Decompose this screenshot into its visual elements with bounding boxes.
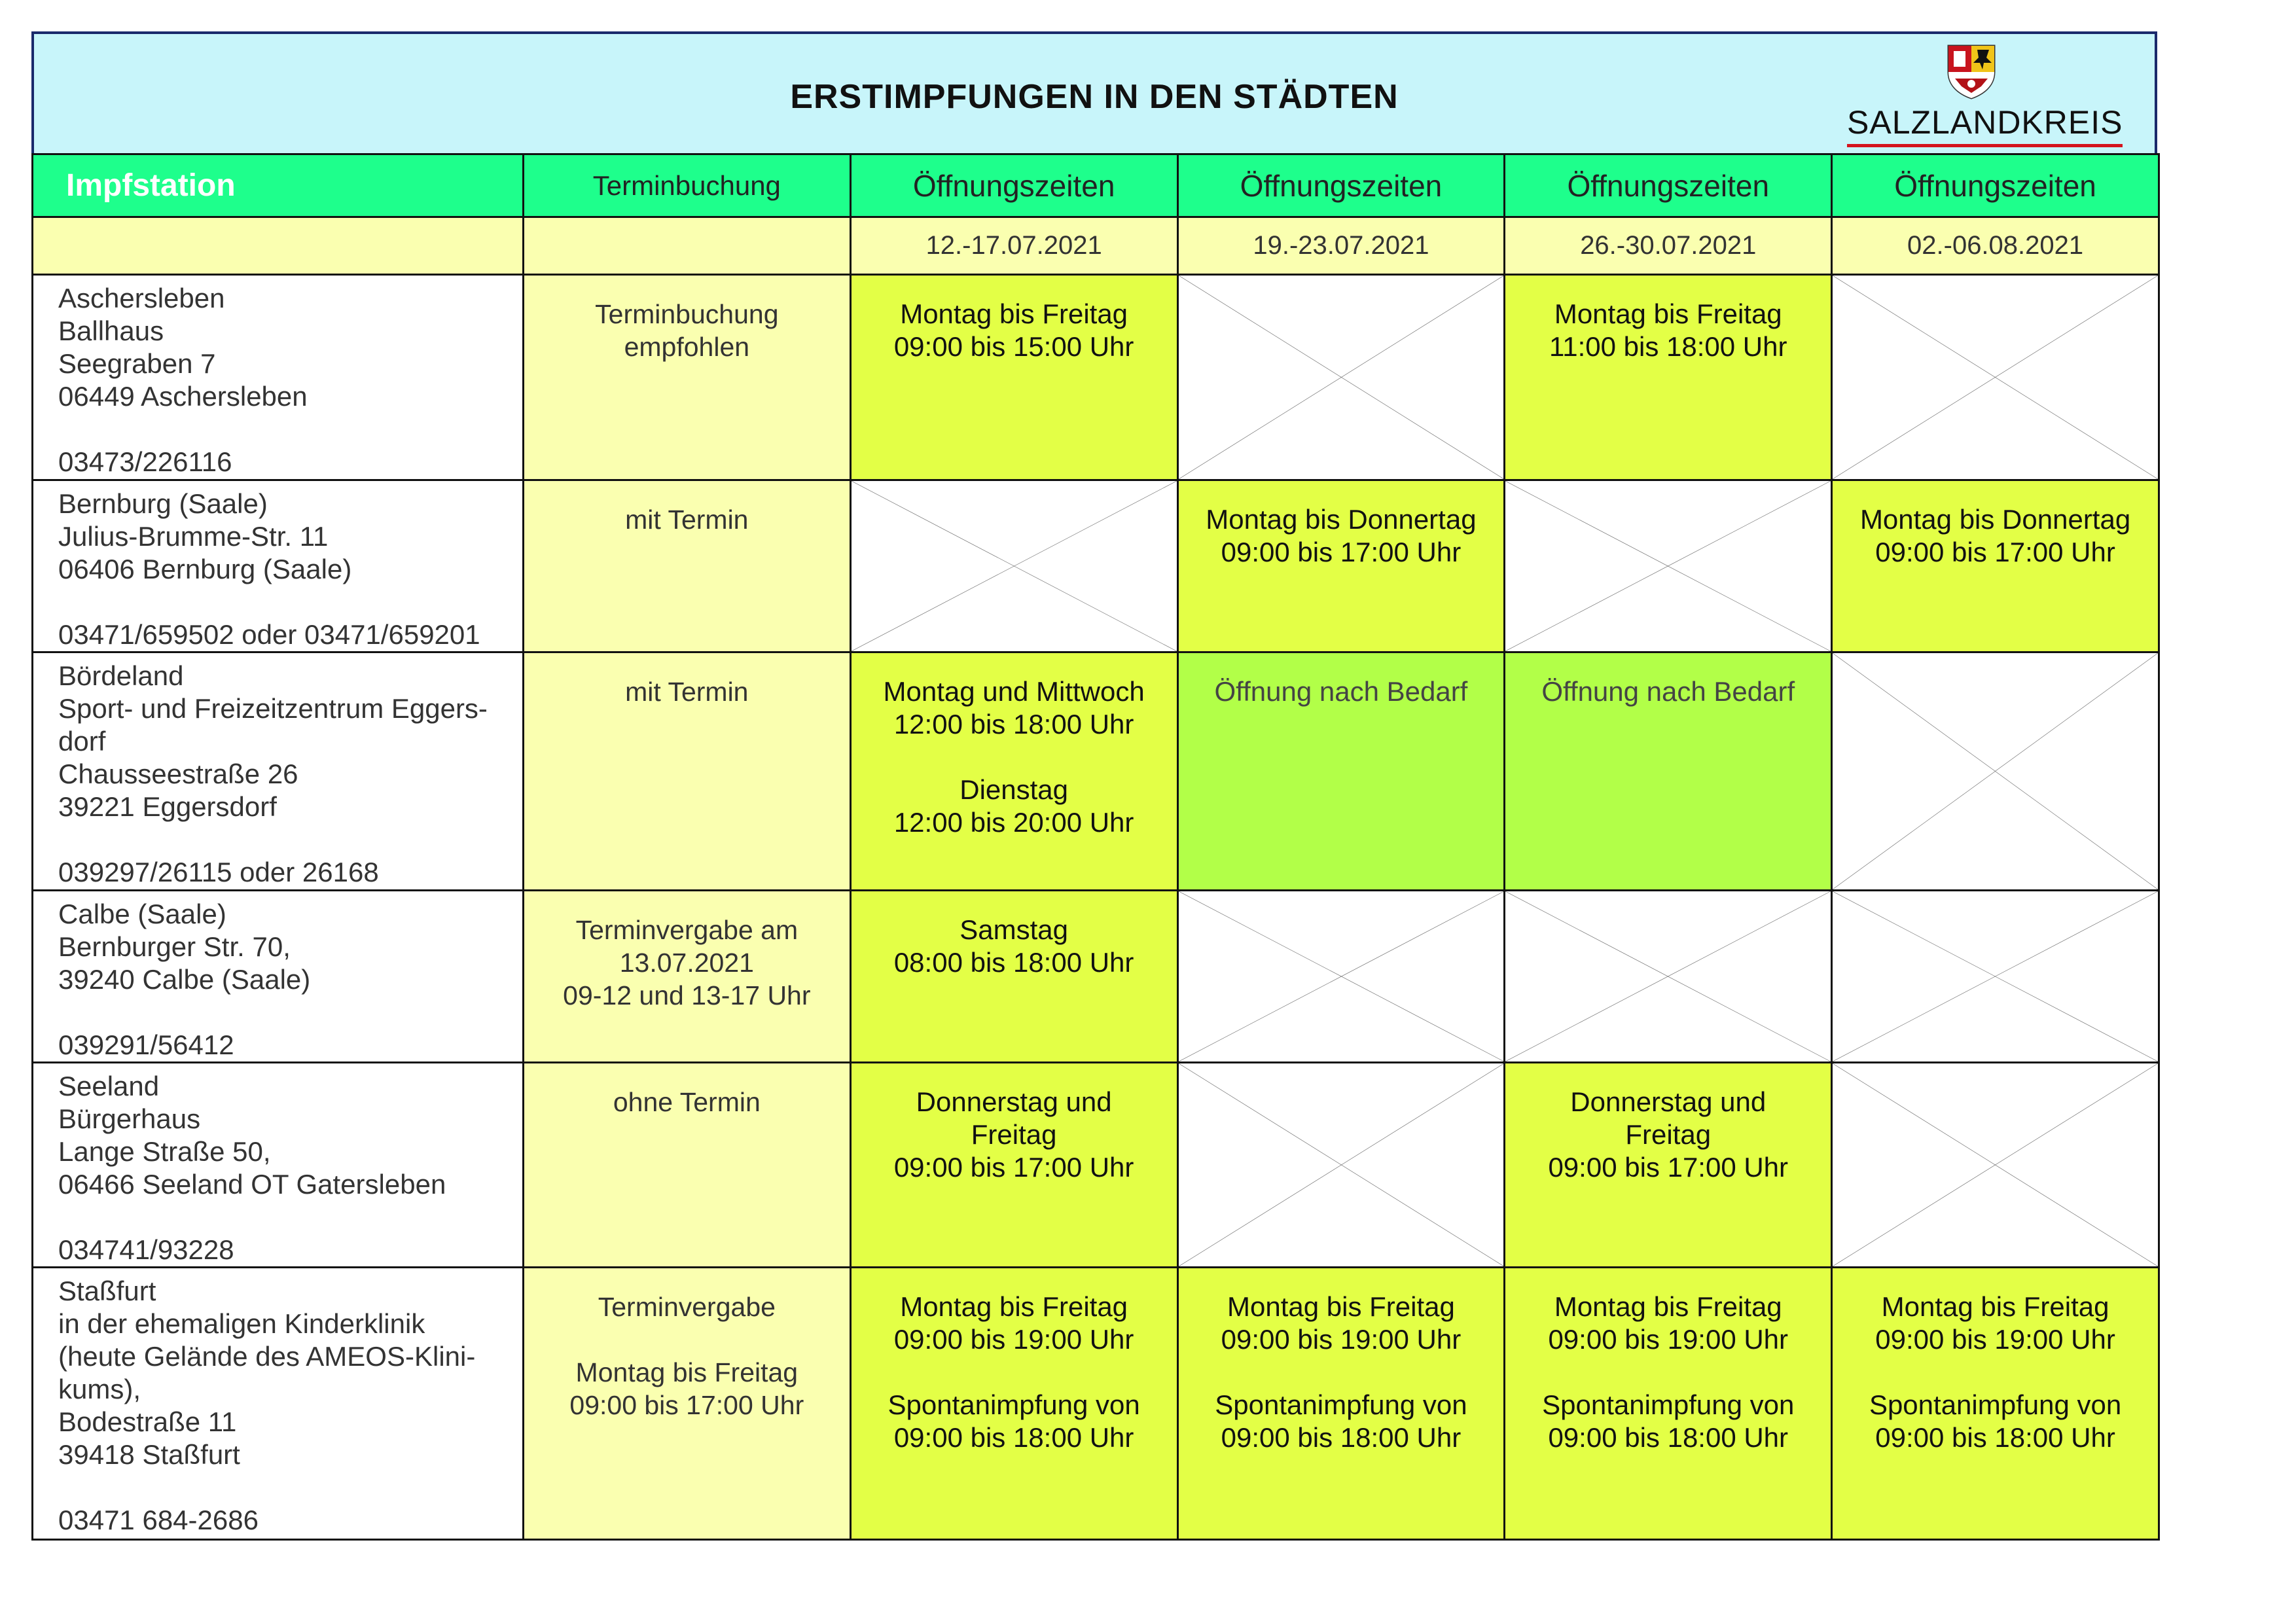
cross-out-icon	[1833, 891, 2158, 1061]
opening-hours-cell	[1505, 1268, 1832, 1540]
address-line: Chausseestraße 26	[58, 758, 298, 789]
schedule-table	[31, 153, 2160, 1541]
booking-line: 09:00 bis 17:00 Uhr	[569, 1390, 804, 1420]
cross-out-icon	[1505, 481, 1831, 651]
hours-line: Montag bis Freitag	[900, 1291, 1128, 1322]
hours-line: 08:00 bis 18:00 Uhr	[893, 947, 1134, 978]
hours-line: 11:00 bis 18:00 Uhr	[1549, 331, 1787, 362]
address-line: (heute Gelände des AMEOS-Klini-	[58, 1341, 476, 1372]
address-line: 39240 Calbe (Saale)	[58, 964, 311, 995]
closed-cell	[850, 480, 1177, 652]
opening-hours-cell	[850, 1268, 1177, 1540]
booking-line: 13.07.2021	[619, 948, 754, 978]
on-demand-cell	[1505, 652, 1832, 891]
address-line: Julius-Brumme-Str. 11	[58, 521, 329, 552]
station-phone: 039297/26115 oder 26168	[58, 857, 379, 887]
booking-info	[523, 652, 850, 891]
page-title: ERSTIMPFUNGEN IN DEN STÄDTEN	[790, 78, 1399, 116]
spacer	[852, 741, 1177, 774]
hours-line: Montag bis Freitag	[1554, 298, 1782, 329]
hours-line: Spontanimpfung von	[1542, 1389, 1795, 1420]
station-address	[33, 1268, 524, 1540]
address-line: kums),	[58, 1374, 141, 1404]
cross-out-icon	[1179, 891, 1504, 1061]
date-row	[33, 217, 2159, 275]
station-address	[33, 652, 524, 891]
hours-line: Öffnung nach Bedarf	[1541, 676, 1795, 707]
hours-line: 09:00 bis 19:00 Uhr	[1875, 1324, 2115, 1355]
closed-cell	[1832, 891, 2159, 1063]
address-line: Bernburger Str. 70,	[58, 931, 291, 962]
hours-line: 09:00 bis 18:00 Uhr	[1548, 1422, 1789, 1453]
closed-cell	[1832, 275, 2159, 480]
hours-line: Montag bis Freitag	[1227, 1291, 1455, 1322]
hours-line: 09:00 bis 18:00 Uhr	[1221, 1422, 1462, 1453]
hours-line: 09:00 bis 17:00 Uhr	[1875, 537, 2115, 567]
booking-line: mit Termin	[625, 505, 749, 535]
booking-line: Terminbuchung	[595, 299, 779, 329]
address-line: Staßfurt	[58, 1275, 156, 1306]
table-row	[33, 275, 2159, 480]
hours-line: Montag bis Donnertag	[1859, 504, 2131, 535]
hours-line: 09:00 bis 18:00 Uhr	[893, 1422, 1134, 1453]
closed-cell	[1177, 891, 1505, 1063]
hours-line: 09:00 bis 18:00 Uhr	[1875, 1422, 2115, 1453]
address-line: 06406 Bernburg (Saale)	[58, 554, 352, 584]
hours-line: Dienstag	[960, 774, 1068, 805]
table-row	[33, 1063, 2159, 1268]
vaccination-schedule-sheet	[31, 31, 2160, 1544]
hours-line: Montag bis Donnertag	[1206, 504, 1477, 535]
address-line: Calbe (Saale)	[58, 899, 226, 929]
table-row	[33, 652, 2159, 891]
salzlandkreis-logo	[1847, 43, 2123, 147]
coat-of-arms-icon	[1946, 43, 1997, 99]
hours-line: Freitag	[1625, 1119, 1712, 1150]
hours-line: Samstag	[960, 914, 1068, 945]
station-phone: 034741/93228	[58, 1234, 234, 1265]
station-phone: 03471/659502 oder 03471/659201	[58, 619, 480, 650]
hours-line: Freitag	[971, 1119, 1057, 1150]
address-line: 06466 Seeland OT Gatersleben	[58, 1169, 446, 1200]
station-address	[33, 1063, 524, 1268]
address-line: Bürgerhaus	[58, 1103, 201, 1134]
opening-hours-cell	[1177, 480, 1505, 652]
cross-out-icon	[1833, 1063, 2158, 1266]
col-header-station: Impfstation	[33, 154, 524, 217]
hours-line: Spontanimpfung von	[1869, 1389, 2122, 1420]
address-line: Bodestraße 11	[58, 1406, 237, 1437]
spacer	[524, 1323, 850, 1356]
address-line: dorf	[58, 726, 106, 757]
week-date: 19.-23.07.2021	[1177, 217, 1505, 275]
hours-line: 09:00 bis 15:00 Uhr	[893, 331, 1134, 362]
booking-info	[523, 275, 850, 480]
closed-cell	[1505, 891, 1832, 1063]
cross-out-icon	[1833, 653, 2158, 889]
hours-line: 09:00 bis 19:00 Uhr	[893, 1324, 1134, 1355]
cross-out-icon	[1833, 276, 2158, 479]
cross-out-icon	[1505, 891, 1831, 1061]
opening-hours-cell	[1832, 1268, 2159, 1540]
spacer	[1179, 1356, 1504, 1389]
date-cell-empty	[523, 217, 850, 275]
hours-line: Öffnung nach Bedarf	[1214, 676, 1468, 707]
hours-line: 09:00 bis 17:00 Uhr	[1221, 537, 1462, 567]
station-phone: 03471 684-2686	[58, 1505, 259, 1535]
closed-cell	[1832, 1063, 2159, 1268]
address-line: Bördeland	[58, 660, 184, 691]
opening-hours-cell	[850, 1063, 1177, 1268]
station-address	[33, 891, 524, 1063]
address-line: 39418 Staßfurt	[58, 1439, 240, 1470]
table-row	[33, 480, 2159, 652]
hours-line: 09:00 bis 19:00 Uhr	[1548, 1324, 1789, 1355]
hours-line: 09:00 bis 19:00 Uhr	[1221, 1324, 1462, 1355]
table-row	[33, 891, 2159, 1063]
address-line: Bernburg (Saale)	[58, 488, 268, 519]
booking-line: 09-12 und 13-17 Uhr	[563, 980, 811, 1010]
cross-out-icon	[1179, 1063, 1504, 1266]
closed-cell	[1177, 1063, 1505, 1268]
week-date: 26.-30.07.2021	[1505, 217, 1832, 275]
date-cell-empty	[33, 217, 524, 275]
hours-line: 12:00 bis 18:00 Uhr	[893, 709, 1134, 740]
station-address	[33, 480, 524, 652]
booking-line: Terminvergabe am	[575, 915, 798, 945]
col-header-hours: Öffnungszeiten	[850, 154, 1177, 217]
booking-info	[523, 1063, 850, 1268]
spacer	[852, 1356, 1177, 1389]
hours-line: Montag und Mittwoch	[883, 676, 1145, 707]
address-line: 06449 Aschersleben	[58, 381, 308, 412]
booking-info	[523, 480, 850, 652]
spacer	[1833, 1356, 2158, 1389]
opening-hours-cell	[1505, 1063, 1832, 1268]
address-line: Aschersleben	[58, 283, 225, 313]
address-line: 39221 Eggersdorf	[58, 791, 277, 822]
address-line: Seegraben 7	[58, 348, 216, 379]
address-line: Lange Straße 50,	[58, 1136, 271, 1167]
col-header-hours: Öffnungszeiten	[1505, 154, 1832, 217]
address-line: Sport- und Freizeitzentrum Eggers-	[58, 693, 488, 724]
opening-hours-cell	[1177, 1268, 1505, 1540]
address-line: in der ehemaligen Kinderklinik	[58, 1308, 425, 1339]
opening-hours-cell	[850, 891, 1177, 1063]
booking-line: mit Termin	[625, 677, 749, 707]
booking-line: ohne Termin	[613, 1087, 761, 1117]
column-header-row	[33, 154, 2159, 217]
opening-hours-cell	[850, 652, 1177, 891]
booking-line: Montag bis Freitag	[575, 1357, 798, 1387]
hours-line: 12:00 bis 20:00 Uhr	[893, 807, 1134, 838]
spacer	[1505, 1356, 1831, 1389]
hours-line: Donnerstag und	[916, 1086, 1112, 1117]
cross-out-icon	[1179, 276, 1504, 479]
booking-info	[523, 1268, 850, 1540]
hours-line: Montag bis Freitag	[900, 298, 1128, 329]
opening-hours-cell	[850, 275, 1177, 480]
hours-line: Donnerstag und	[1570, 1086, 1767, 1117]
closed-cell	[1505, 480, 1832, 652]
station-address	[33, 275, 524, 480]
table-row	[33, 1268, 2159, 1540]
address-line: Ballhaus	[58, 315, 164, 346]
hours-line: Spontanimpfung von	[888, 1389, 1140, 1420]
station-phone: 039291/56412	[58, 1029, 234, 1060]
header-banner	[31, 31, 2157, 156]
opening-hours-cell	[1505, 275, 1832, 480]
col-header-booking: Terminbuchung	[523, 154, 850, 217]
on-demand-cell	[1177, 652, 1505, 891]
hours-line: Montag bis Freitag	[1881, 1291, 2109, 1322]
week-date: 02.-06.08.2021	[1832, 217, 2159, 275]
col-header-hours: Öffnungszeiten	[1832, 154, 2159, 217]
station-phone: 03473/226116	[58, 446, 232, 477]
closed-cell	[1832, 652, 2159, 891]
hours-line: 09:00 bis 17:00 Uhr	[893, 1152, 1134, 1183]
col-header-hours: Öffnungszeiten	[1177, 154, 1505, 217]
closed-cell	[1177, 275, 1505, 480]
booking-line: Terminvergabe	[598, 1292, 776, 1322]
hours-line: Montag bis Freitag	[1554, 1291, 1782, 1322]
week-date: 12.-17.07.2021	[850, 217, 1177, 275]
opening-hours-cell	[1832, 480, 2159, 652]
hours-line: 09:00 bis 17:00 Uhr	[1548, 1152, 1789, 1183]
booking-info	[523, 891, 850, 1063]
logo-text: SALZLANDKREIS	[1847, 103, 2123, 147]
cross-out-icon	[852, 481, 1177, 651]
booking-line: empfohlen	[624, 332, 750, 362]
hours-line: Spontanimpfung von	[1215, 1389, 1467, 1420]
address-line: Seeland	[58, 1071, 160, 1101]
